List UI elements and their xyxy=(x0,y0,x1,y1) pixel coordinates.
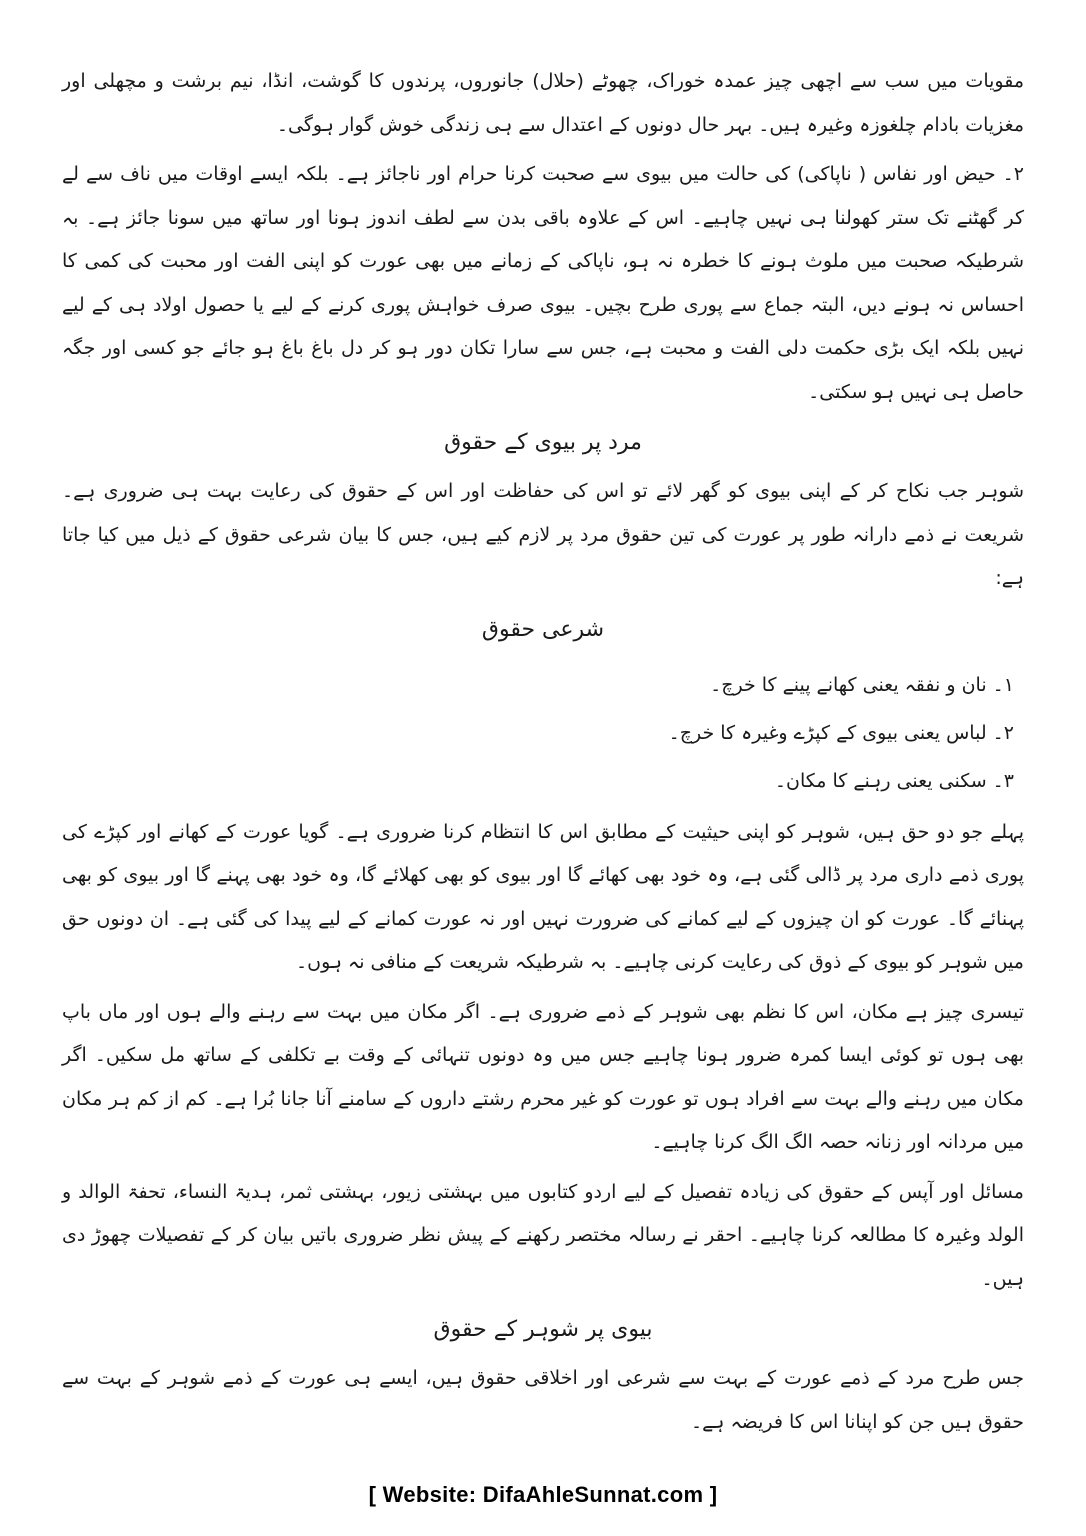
paragraph-menstruation: ۲۔ حیض اور نفاس ( ناپاکی) کی حالت میں بیوی سے صحبت کرنا حرام اور ناجائز ہے۔ بلکہ ایسے اوقات میں ناف سے لے کر گھٹنے تک ستر کھولنا ہی نہیں چاہیے۔ اس کے علاوہ باقی بدن سے لطف اندوز ہونا اور ساتھ میں سونا جائز ہے۔ بہ شرطیکہ صحبت میں ملوث ہونے کا خطرہ نہ ہو، ناپاکی کے زمانے میں بھی عورت کو اپنی الفت اور محبت کی کمی کا احساس نہ ہونے دیں، البتہ جماع سے پوری طرح بچیں۔ بیوی صرف خواہش پوری کرنے کے لیے یا حصول اولاد ہی کے لیے نہیں بلکہ ایک بڑی حکمت دلی الفت و محبت ہے، جس سے سارا تکان دور ہو کر دل باغ باغ ہو جائے جو کسی اور جگہ حاصل ہی نہیں ہو سکتی۔ xyxy=(62,163,1024,403)
paragraph-housing: تیسری چیز ہے مکان، اس کا نظم بھی شوہر کے ذمے ضروری ہے۔ اگر مکان میں بہت سے رہنے والے ہوں اور ماں باپ بھی ہوں تو کوئی ایسا کمرہ ضرور ہونا چاہیے جس میں وہ دونوں تنہائی کے وقت بے تکلفی کے ساتھ مل سکیں۔ اگر مکان میں رہنے والے بہت سے افراد ہوں تو عورت کو غیر محرم رشتے داروں کے سامنے آنا جانا بُرا ہے۔ کم از کم ہر مکان میں مردانہ اور زنانہ حصہ الگ الگ کرنا چاہیے۔ xyxy=(62,1000,1024,1153)
website-footer: [ Website: DifaAhleSunnat.com ] xyxy=(368,1482,718,1507)
list-item: ۳۔ سکنی یعنی رہنے کا مکان۔ xyxy=(774,769,1014,792)
heading-rights-of-husband: بیوی پر شوہر کے حقوق xyxy=(433,1317,653,1342)
paragraph-wife-duties: جس طرح مرد کے ذمے عورت کے بہت سے شرعی اور اخلاقی حقوق ہیں، ایسے ہی عورت کے ذمے شوہر کے بہت سے حقوق ہیں جن کو اپنانا اس کا فریضہ ہے۔ xyxy=(62,1367,1024,1433)
paragraph-food-clothing: پہلے جو دو حق ہیں، شوہر کو اپنی حیثیت کے مطابق اس کا انتظام کرنا ضروری ہے۔ گویا عورت کے کھانے اور کپڑے کی پوری ذمے داری مرد پر ڈالی گئی ہے، وہ خود بھی کھائے گا اور بیوی کو بھی کھلائے گا، وہ خود بھی پہنے گا اور بیوی کو بھی پہنائے گا۔ عورت کو ان چیزوں کے لیے کمانے کی ضرورت نہیں اور نہ عورت کمانے کے لیے پیدا کی گئی ہے۔ ان دونوں حق میں شوہر کو بیوی کے ذوق کی رعایت کرنی چاہیے۔ بہ شرطیکہ شریعت کے منافی نہ ہوں۔ xyxy=(62,820,1024,973)
rights-list xyxy=(62,661,1024,805)
heading-rights-of-wife: مرد پر بیوی کے حقوق xyxy=(444,430,642,455)
paragraph-husband-duties: شوہر جب نکاح کر کے اپنی بیوی کو گھر لائے تو اس کی حفاظت اور اس کے حقوق کی رعایت بہت ہی ضروری ہے۔ شریعت نے ذمے دارانہ طور پر عورت کی تین حقوق مرد پر لازم کیے ہیں، جس کا بیان شرعی حقوق کے ذیل میں کیا جاتا ہے: xyxy=(62,480,1024,589)
paragraph-further-reading: مسائل اور آپس کے حقوق کی زیادہ تفصیل کے لیے اردو کتابوں میں بہشتی زیور، بہشتی ثمر، ہدیۃ النساء، تحفۃ الوالد و الولد وغیرہ کا مطالعہ کرنا چاہیے۔ احقر نے رسالہ مختصر رکھنے کے پیش نظر ضروری باتیں بیان کر کے تفصیلات چھوڑ دی ہیں۔ xyxy=(62,1180,1024,1290)
list-item: ۱۔ نان و نفقہ یعنی کھانے پینے کا خرچ۔ xyxy=(710,673,1014,696)
list-item: ۲۔ لباس یعنی بیوی کے کپڑے وغیرہ کا خرچ۔ xyxy=(668,721,1014,744)
heading-sharia-rights: شرعی حقوق xyxy=(481,616,605,642)
document-body xyxy=(62,60,1024,1450)
paragraph-nutrition: مقویات میں سب سے اچھی چیز عمدہ خوراک، چھوٹے (حلال) جانوروں، پرندوں کا گوشت، انڈا، نیم برشت و مچھلی اور مغزیات بادام چلغوزہ وغیرہ ہیں۔ بہر حال دونوں کے اعتدال سے ہی زندگی خوش گوار ہوگی۔ xyxy=(62,70,1024,136)
